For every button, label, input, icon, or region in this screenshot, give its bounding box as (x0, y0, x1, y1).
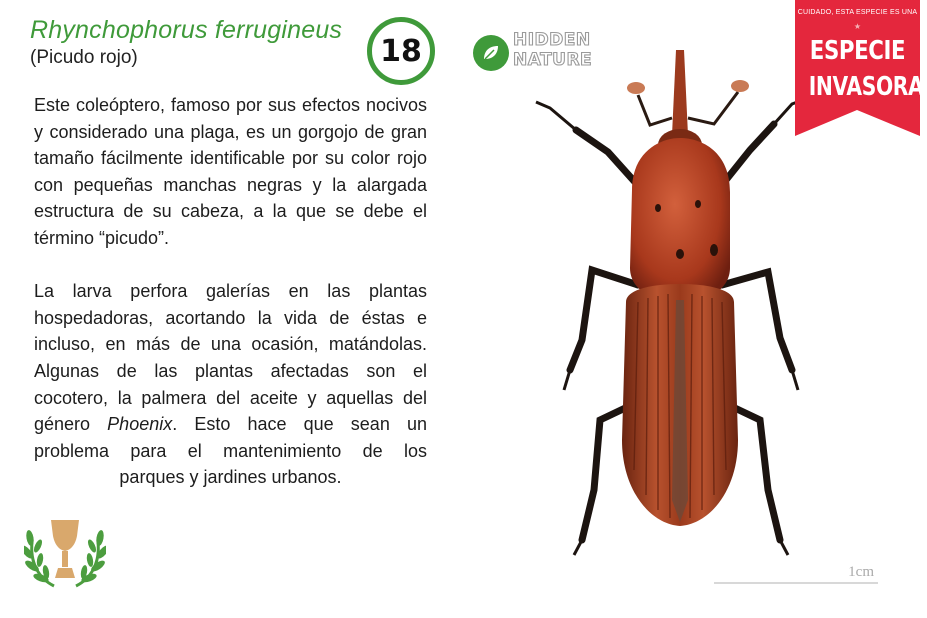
paragraph-2-text-b: . Esto hace que sean un problema para el mantenimiento de los (34, 414, 427, 461)
description (34, 92, 427, 491)
scale-line (714, 582, 878, 584)
scale-bar (714, 564, 878, 588)
scientific-name: Rhynchophorus ferrugineus (30, 16, 343, 44)
ribbon-star-icon: ★ (853, 22, 862, 31)
scale-label: 1cm (848, 564, 874, 580)
genus-name: Phoenix (107, 414, 173, 435)
logo-text-line1: HIDDEN (513, 30, 591, 50)
logo-text-line2: NATURE (513, 50, 593, 70)
description-last-line: parques y jardines urbanos. (119, 467, 342, 488)
weevil-photo (530, 40, 830, 560)
card-number-badge: 18 (367, 17, 435, 85)
ribbon-title-line2: INVASORA (808, 72, 924, 102)
description-paragraph-1: Este coleóptero, famoso por sus efectos nocivos y considerado una plaga, es un gorgojo de gran tamaño fácilmente identificable por su color rojo con pequeñas manchas negras y la alargada estructura de su cabeza, a la que se debe el término “picudo”. (34, 95, 427, 248)
trophy-laurel-icon (24, 512, 106, 592)
logo-leaf-icon (473, 35, 509, 71)
species-title (30, 16, 370, 69)
ribbon-warning-text: CUIDADO, ESTA ESPECIE ES UNA (797, 9, 918, 16)
ribbon-title-line1: ESPECIE (809, 36, 906, 66)
description-paragraph-2 (34, 278, 427, 464)
invasive-species-ribbon (795, 0, 924, 138)
paragraph-2-text-a: La larva perfora galerías en las plantas hospedadoras, acortando la vida de éstas e incluso, en más de una ocasión, matándolas. Algunas de las plantas afectadas son el cocotero, la palmera del aceite y aquellas del género (34, 281, 427, 435)
common-name: (Picudo rojo) (30, 47, 138, 68)
